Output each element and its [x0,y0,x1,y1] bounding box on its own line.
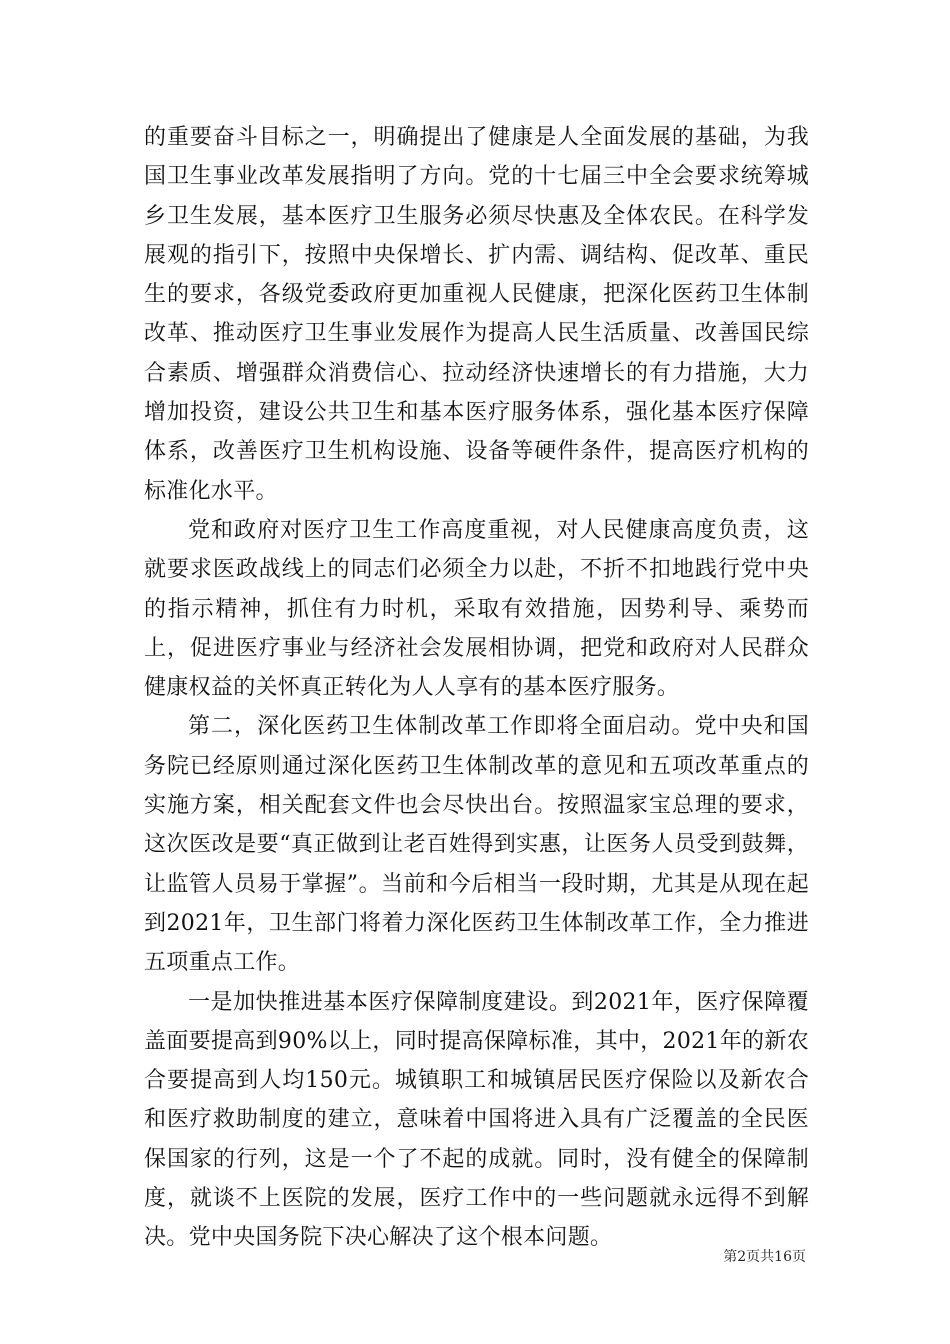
paragraph-1: 的重要奋斗目标之一，明确提出了健康是人全面发展的基础，为我国卫生事业改革发展指明了方向。党的十七届三中全会要求统筹城乡卫生发展，基本医疗卫生服务必须尽快惠及全体农民。在科学发展观的指引下，按照中央保增长、扩内需、调结构、促改革、重民生的要求，各级党委政府更加重视人民健康，把深化医药卫生体制改革、推动医疗卫生事业发展作为提高人民生活质量、改善国民综合素质、增强群众消费信心、拉动经济快速增长的有力措施，大力增加投资，建设公共卫生和基本医疗服务体系，强化基本医疗保障体系，改善医疗卫生机构设施、设备等硬件条件，提高医疗机构的标准化水平。 [144,125,809,504]
page-number: 第2页共16页 [723,1249,806,1265]
paragraph-3: 第二，深化医药卫生体制改革工作即将全面启动。党中央和国务院已经原则通过深化医药卫生体制改革的意见和五项改革重点的实施方案，相关配套文件也会尽快出台。按照温家宝总理的要求，这次医改是要“真正做到让老百姓得到实惠，让医务人员受到鼓舞，让监管人员易于掌握”。当前和今后相当一段时期，尤其是从现在起到2021年，卫生部门将着力深化医药卫生体制改革工作，全力推进五项重点工作。 [144,714,809,976]
paragraph-2: 党和政府对医疗卫生工作高度重视，对人民健康高度负责，这就要求医政战线上的同志们必须全力以赴，不折不扣地践行党中央的指示精神，抓住有力时机，采取有效措施，因势利导、乘势而上，促进医疗事业与经济社会发展相协调，把党和政府对人民群众健康权益的关怀真正转化为人人享有的基本医疗服务。 [144,517,809,701]
paragraph-4: 一是加快推进基本医疗保障制度建设。到2021年，医疗保障覆盖面要提高到90%以上，同时提高保障标准，其中，2021年的新农合要提高到人均150元。城镇职工和城镇居民医疗保险以及新农合和医疗救助制度的建立，意味着中国将进入具有广泛覆盖的全民医保国家的行列，这是一个了不起的成就。同时，没有健全的保障制度，就谈不上医院的发展，医疗工作中的一些问题就永远得不到解决。党中央国务院下决心解决了这个根本问题。 [144,989,809,1251]
document-body [144,118,809,1258]
